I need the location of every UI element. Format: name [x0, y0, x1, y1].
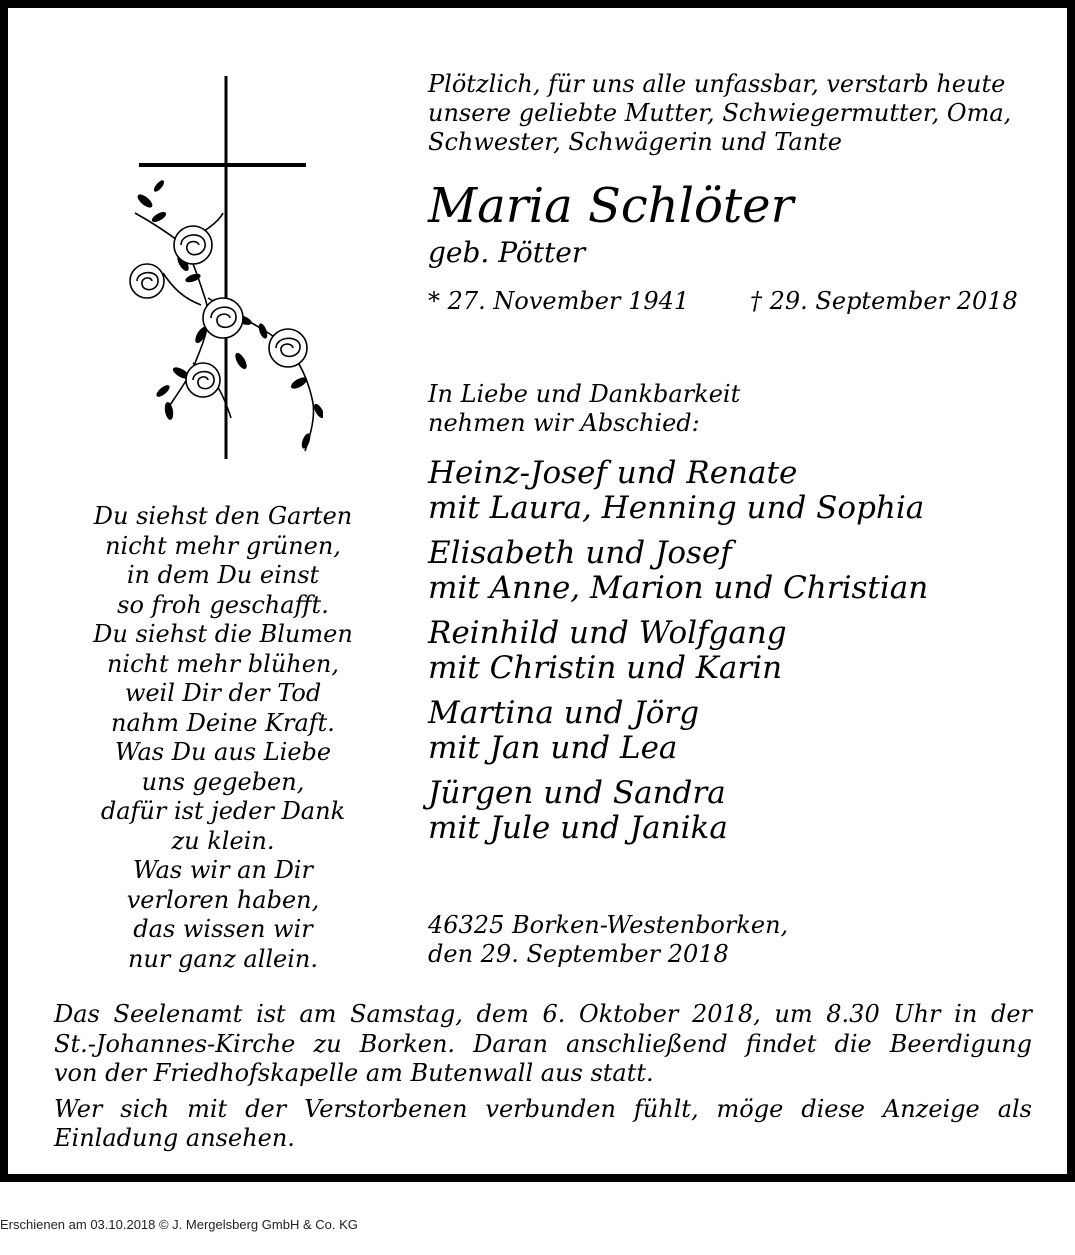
family-group — [428, 456, 928, 526]
farewell-line: In Liebe und Dankbarkeit — [428, 380, 741, 408]
poem-line: weil Dir der Tod — [124, 679, 322, 707]
poem-line: nicht mehr blühen, — [106, 649, 340, 678]
intro-line: unsere geliebte Mutter, Schwiegermutter, Oma, — [428, 99, 1012, 127]
poem-line: dafür ist jeder Dank — [100, 797, 346, 825]
poem-line: verloren haben, — [126, 885, 320, 914]
family-line: mit Laura, Henning und Sophia — [428, 490, 925, 526]
family-group — [428, 536, 928, 606]
poem-line: nicht mehr grünen, — [105, 531, 341, 560]
poem-line: Du siehst die Blumen — [93, 620, 353, 648]
family-group — [428, 776, 928, 846]
farewell-line: nehmen wir Abschied: — [428, 409, 700, 437]
poem-line: uns gegeben, — [141, 767, 305, 796]
service-line: Das Seelenamt ist am Samstag, dem 6. Oktober 2018, um 8.30 Uhr in der — [54, 1000, 1032, 1028]
family-line: mit Christin und Karin — [428, 650, 783, 686]
invitation-line: Wer sich mit der Verstorbenen verbunden fühlt, möge diese Anzeige als — [54, 1094, 1032, 1123]
service-line: von der Friedhofskapelle am Butenwall aus statt. — [54, 1059, 654, 1087]
farewell-text — [428, 380, 740, 438]
family-line: Reinhild und Wolfgang — [428, 615, 787, 651]
poem-line: zu klein. — [171, 826, 275, 855]
invitation-line: Einladung ansehen. — [54, 1124, 295, 1152]
poem-line: das wissen wir — [133, 915, 313, 943]
family-list — [428, 456, 928, 856]
family-line: mit Jan und Lea — [428, 730, 678, 766]
family-line: mit Anne, Marion und Christian — [428, 570, 929, 606]
deceased-name: Maria Schlöter — [428, 178, 794, 234]
family-line: Heinz-Josef und Renate — [428, 455, 798, 491]
poem-line: Du siehst den Garten — [93, 502, 353, 530]
publication-credit: Erschienen am 03.10.2018 © J. Mergelsberg GmbH & Co. KG — [0, 1217, 358, 1232]
family-line: mit Jule und Janika — [428, 810, 728, 846]
poem — [48, 502, 398, 974]
intro-line: Schwester, Schwägerin und Tante — [428, 128, 842, 156]
intro-text — [428, 70, 1011, 157]
family-group — [428, 616, 928, 686]
birth-date: * 27. November 1941 — [428, 287, 690, 315]
life-dates — [428, 286, 1018, 316]
cross-with-roses-icon — [123, 73, 323, 463]
place-and-date — [428, 911, 788, 969]
poem-line: in dem Du einst — [126, 561, 320, 589]
poem-line: nahm Deine Kraft. — [111, 708, 335, 737]
family-line: Martina und Jörg — [428, 695, 700, 731]
place-line: 46325 Borken-Westenborken, — [428, 911, 789, 939]
poem-line: nur ganz allein. — [127, 944, 319, 973]
family-line: Jürgen und Sandra — [428, 775, 726, 811]
service-line: St.-Johannes-Kirche zu Borken. Daran anschließend findet die Beerdigung — [54, 1029, 1032, 1058]
poem-line: Was Du aus Liebe — [114, 738, 332, 766]
family-line: Elisabeth und Josef — [428, 535, 732, 571]
intro-line: Plötzlich, für uns alle unfassbar, verstarb heute — [428, 70, 1006, 98]
maiden-name: geb. Pötter — [428, 236, 586, 269]
funeral-details — [54, 1000, 1032, 1089]
place-line: den 29. September 2018 — [428, 940, 729, 968]
service-info — [54, 1000, 1032, 1154]
poem-line: Was wir an Dir — [133, 856, 313, 884]
family-group — [428, 696, 928, 766]
poem-line: so froh geschafft. — [117, 590, 329, 619]
death-date: † 29. September 2018 — [750, 287, 1018, 315]
invitation-text — [54, 1095, 1032, 1154]
